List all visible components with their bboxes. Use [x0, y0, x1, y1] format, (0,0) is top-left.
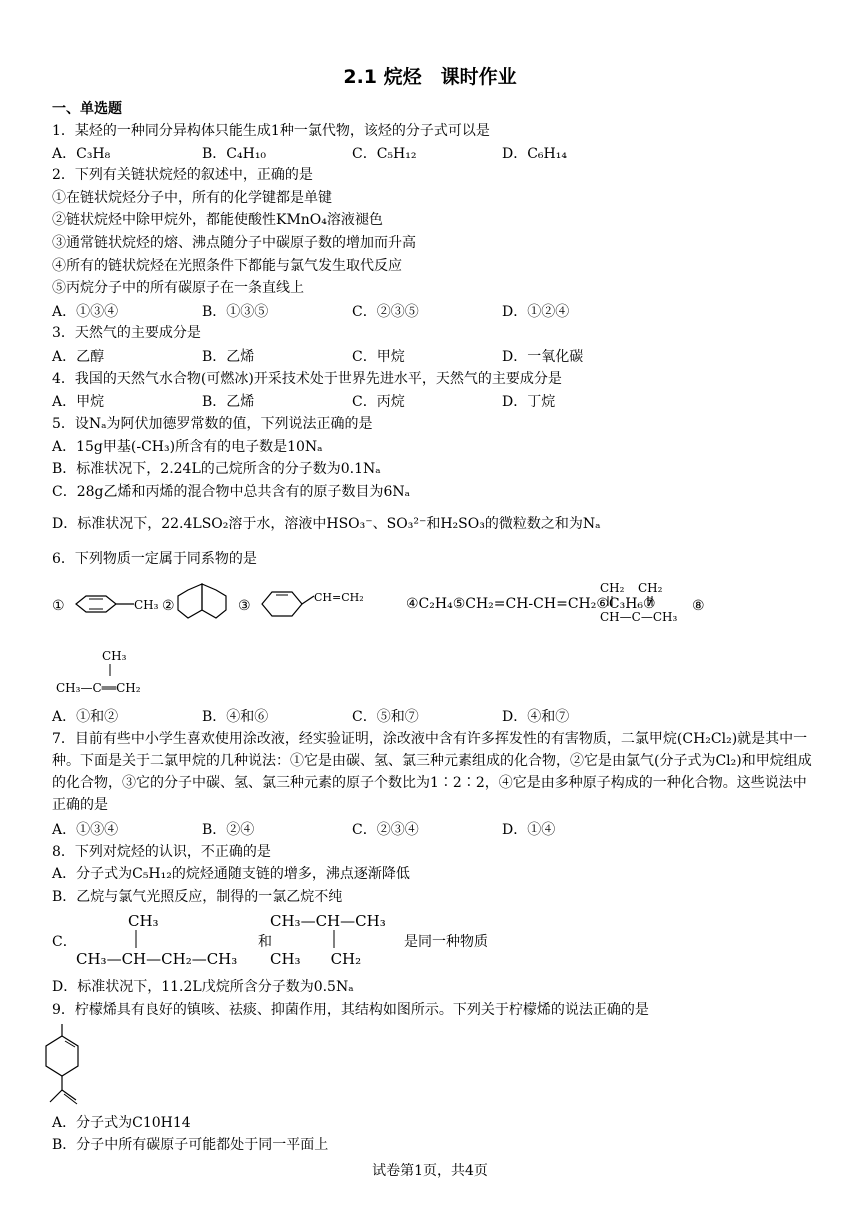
svg-text:CH₃—CH—CH₃: CH₃—CH—CH₃ [270, 912, 386, 930]
q7-option-c[interactable]: C．②③④ [352, 822, 419, 838]
q6-option-a[interactable]: A．①和② [52, 709, 119, 725]
section-heading: 一、单选题 [52, 101, 122, 117]
q4-option-c[interactable]: C．丙烷 [352, 394, 405, 410]
q8-option-d[interactable]: D．标准状况下，11.2L戊烷所含分子数为0.5Nₐ [52, 979, 354, 995]
q6-option-c[interactable]: C．⑤和⑦ [352, 709, 419, 725]
q7-option-d[interactable]: D．①④ [502, 822, 556, 838]
q9-stem: 9．柠檬烯具有良好的镇咳、祛痰、抑菌作用，其结构如图所示。下列关于柠檬烯的说法正确的是 [52, 1002, 649, 1018]
q2-option-d[interactable]: D．①②④ [502, 304, 570, 320]
q1-option-c[interactable]: C．C₅H₁₂ [352, 146, 417, 162]
q4-option-b[interactable]: B．乙烯 [202, 394, 255, 410]
q1-option-a[interactable]: A．C₃H₈ [52, 146, 111, 162]
q4-options [52, 391, 822, 411]
q6-formulas: ④C₂H₄⑤CH₂=CH-CH=CH₂⑥C₃H₆⑦ [406, 596, 656, 612]
q6-option-d[interactable]: D．④和⑦ [502, 709, 570, 725]
svg-text:②: ② [162, 598, 175, 614]
q8-option-c-label[interactable]: C． [52, 934, 77, 950]
svg-text:CH₃—C══CH₂: CH₃—C══CH₂ [56, 681, 141, 695]
q3-options [52, 346, 822, 366]
q9-limonene-structure [44, 1024, 104, 1112]
q7-options [52, 819, 822, 839]
q8-stem: 8．下列对烷烃的认识，不正确的是 [52, 844, 271, 860]
q2-statement-4: ④所有的链状烷烃在光照条件下都能与氯气发生取代反应 [52, 258, 402, 274]
svg-text:①: ① [52, 598, 65, 614]
q6-option-b[interactable]: B．④和⑥ [202, 709, 269, 725]
page-footer: 试卷第1页，共4页 [372, 1163, 488, 1179]
q1-stem: 1．某烃的一种同分异构体只能生成1种一氯代物，该烃的分子式可以是 [52, 123, 490, 139]
svg-text:③: ③ [238, 598, 251, 614]
svg-text:⑧: ⑧ [692, 598, 705, 614]
q1-option-d[interactable]: D．C₆H₁₄ [502, 146, 567, 162]
q8-option-a[interactable]: A．分子式为C₅H₁₂的烷烃通随支链的增多，沸点逐渐降低 [52, 866, 410, 882]
q7-option-a[interactable]: A．①③④ [52, 822, 119, 838]
q8-option-c-and: 和 [258, 934, 272, 950]
q4-option-a[interactable]: A．甲烷 [52, 394, 105, 410]
svg-text:CH₂: CH₂ [638, 581, 663, 595]
q9-option-b[interactable]: B．分子中所有碳原子可能都处于同一平面上 [52, 1137, 329, 1153]
svg-text:CH=CH₂: CH=CH₂ [314, 591, 364, 604]
svg-text:CH₃: CH₃ [128, 912, 159, 930]
q2-options [52, 301, 822, 321]
q2-stem: 2．下列有关链状烷烃的叙述中，正确的是 [52, 167, 313, 183]
svg-text:CH₂: CH₂ [600, 581, 625, 595]
svg-text:CH₃: CH₃ [102, 649, 127, 663]
svg-text:CH—C—CH₃: CH—C—CH₃ [600, 610, 678, 624]
q5-option-a[interactable]: A．15g甲基(-CH₃)所含有的电子数是10Nₐ [52, 439, 323, 455]
q4-option-d[interactable]: D．丁烷 [502, 394, 556, 410]
q8-option-b[interactable]: B．乙烷与氯气光照反应，制得的一氯乙烷不纯 [52, 889, 343, 905]
page-title: 2.1 烷烃 课时作业 [343, 66, 517, 88]
q5-stem: 5．设Nₐ为阿伏加德罗常数的值，下列说法正确的是 [52, 416, 373, 432]
q2-statement-3: ③通常链状烷烃的熔、沸点随分子中碳原子数的增加而升高 [52, 235, 416, 251]
q2-statement-2: ②链状烷烃中除甲烷外，都能使酸性KMnO₄溶液褪色 [52, 212, 383, 228]
q3-stem: 3．天然气的主要成分是 [52, 325, 201, 341]
svg-text:CH₃—CH—CH₂—CH₃: CH₃—CH—CH₂—CH₃ [76, 950, 238, 968]
q3-option-b[interactable]: B．乙烯 [202, 349, 255, 365]
q6-stem: 6．下列物质一定属于同系物的是 [52, 551, 257, 567]
q4-stem: 4．我国的天然气水合物(可燃冰)开采技术处于世界先进水平，天然气的主要成分是 [52, 371, 562, 387]
q2-option-a[interactable]: A．①③④ [52, 304, 119, 320]
q2-statement-1: ①在链状烷烃分子中，所有的化学键都是单键 [52, 190, 332, 206]
q2-option-c[interactable]: C．②③⑤ [352, 304, 419, 320]
q6-options [52, 706, 822, 726]
svg-text:CH₃: CH₃ [134, 598, 159, 612]
q3-option-a[interactable]: A．乙醇 [52, 349, 105, 365]
q2-statement-5: ⑤丙烷分子中的所有碳原子在一条直线上 [52, 280, 304, 296]
q5-option-b[interactable]: B．标准状况下，2.24L的己烷所含的分子数为0.1Nₐ [52, 461, 381, 477]
q8-option-c-structures [76, 908, 416, 970]
q3-option-d[interactable]: D．一氧化碳 [502, 349, 584, 365]
q2-option-b[interactable]: B．①③⑤ [202, 304, 269, 320]
q1-option-b[interactable]: B．C₄H₁₀ [202, 146, 267, 162]
q9-option-a[interactable]: A．分子式为C10H14 [52, 1115, 191, 1131]
q5-option-d[interactable]: D．标准状况下，22.4LSO₂溶于水，溶液中HSO₃⁻、SO₃²⁻和H₂SO₃的微粒数之和为Nₐ [52, 516, 601, 532]
q7-option-b[interactable]: B．②④ [202, 822, 255, 838]
q3-option-c[interactable]: C．甲烷 [352, 349, 405, 365]
q1-options [52, 143, 822, 163]
q5-option-c[interactable]: C．28g乙烯和丙烯的混合物中总共含有的原子数目为6Nₐ [52, 484, 411, 500]
q8-option-c-suffix: 是同一种物质 [404, 934, 488, 950]
svg-text:CH₃ CH₂: CH₃ CH₂ [270, 950, 362, 968]
q7-text: 7．目前有些中小学生喜欢使用涂改液，经实验证明，涂改液中含有许多挥发性的有害物质，二氯甲烷(CH₂Cl₂)就是其中一种。下面是关于二氯甲烷的几种说法：①它是由碳、氢、氯三种元素组成的化合物，②它是由氯气(分子式为Cl₂)和甲烷组成的化合物，③它的分子中碳、氢、氯三种元素的原子个数比为1∶2∶2，④它是由多种原子构成的一种化合物。这些说法中正确的是 [52, 731, 812, 813]
